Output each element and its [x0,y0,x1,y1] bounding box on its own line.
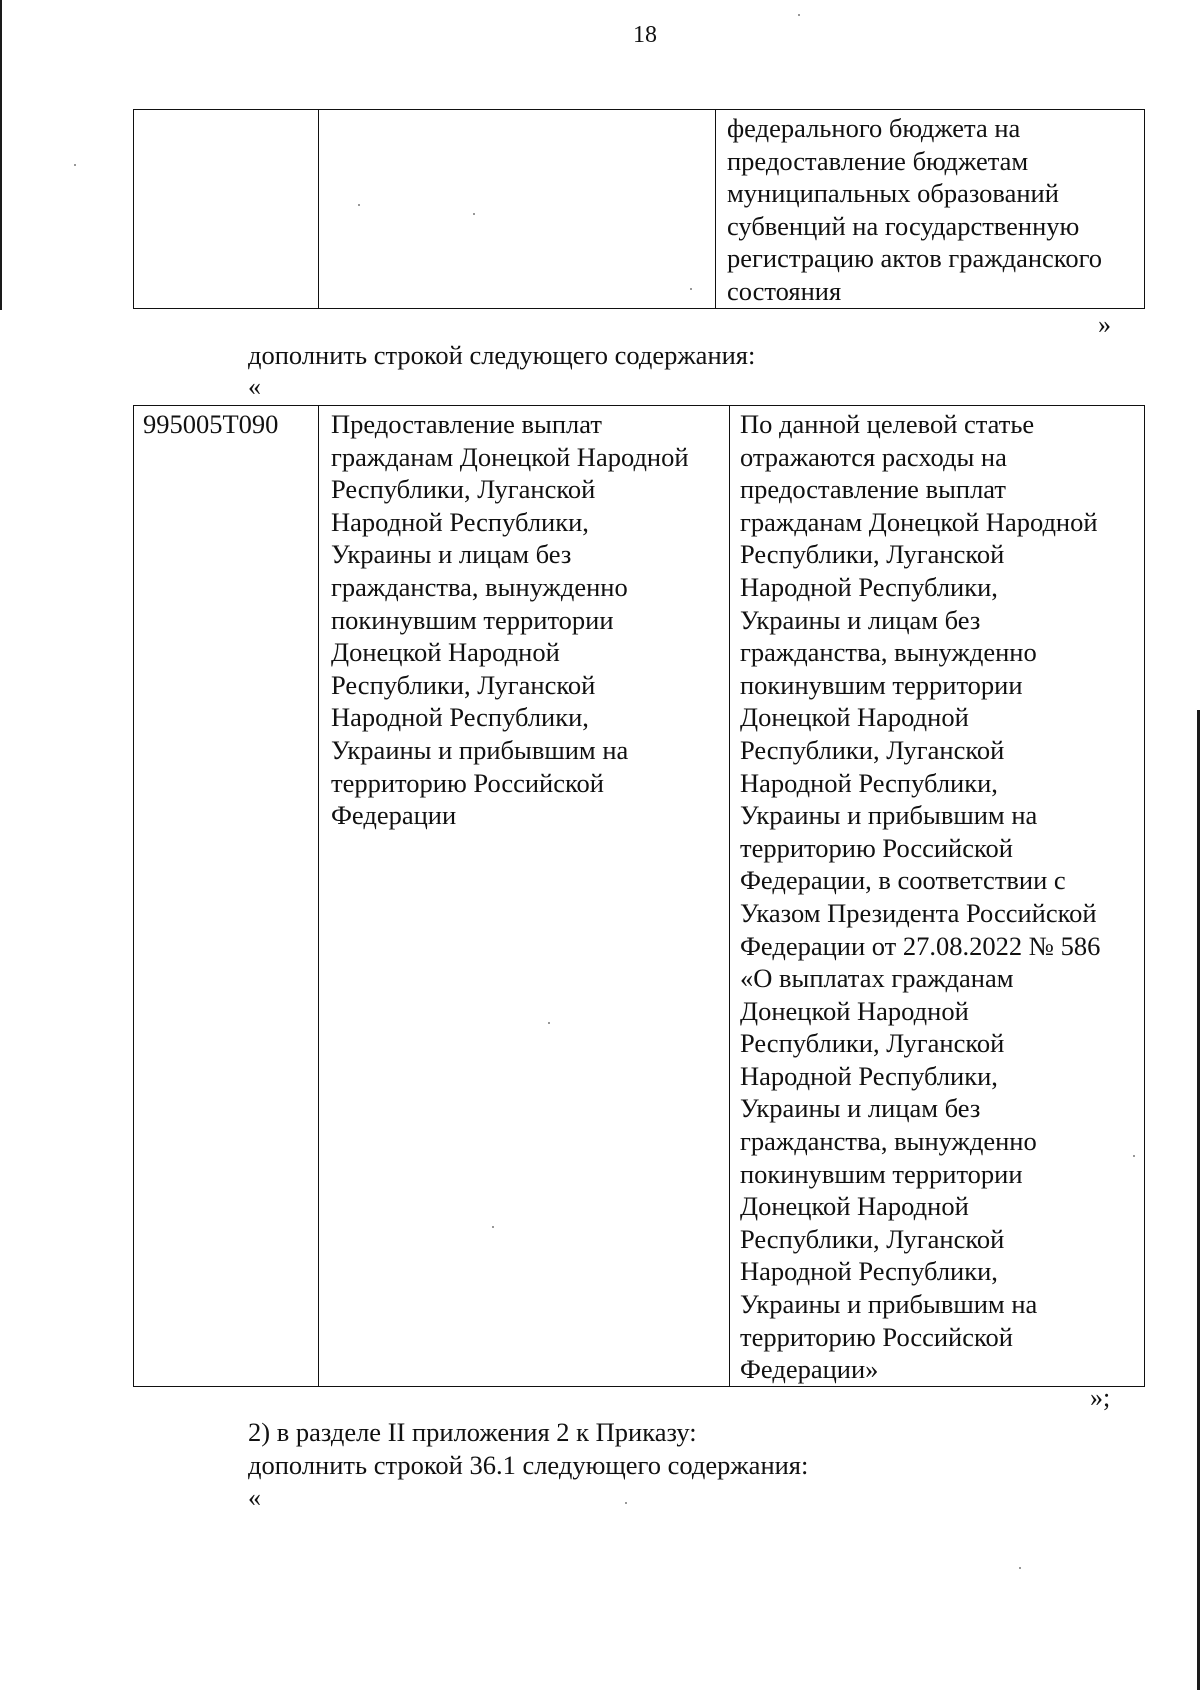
scan-speck [1019,1567,1021,1569]
scan-speck [473,213,475,215]
code-cell [134,406,319,1387]
description-cell: федерального бюджета на предоставление бюджетам муниципальных образований субвенций на государственную регистрацию актов гражданского состояния [716,110,1145,309]
closing-quote-main: »; [1090,1383,1111,1412]
table-row [134,110,1145,309]
scan-speck [548,1022,550,1024]
instruction-add-row-36-1: дополнить строкой 36.1 следующего содержания: [248,1450,809,1480]
name-cell: Предоставление выплат гражданам Донецкой Народной Республики, Луганской Народной Республики, Украины и лицам без гражданства, вынужденно покинувшим территории Донецкой Народной Республики, Луганской Народной Республики, Украины и прибывшим на территорию Российской Федерации [319,406,730,1387]
scan-speck [358,204,360,206]
instruction-add-row: дополнить строкой следующего содержания: [248,340,756,370]
table-row [134,406,1145,1387]
target-code: 995005Т090 [143,409,279,439]
closing-quote-top: » [1098,310,1111,339]
scan-speck [492,1226,494,1228]
scan-speck [74,164,76,166]
scan-speck [690,288,692,290]
instruction-section-ii: 2) в разделе II приложения 2 к Приказу: [248,1417,697,1447]
scan-speck [1133,1155,1135,1157]
code-cell [134,110,319,309]
name-cell [319,110,716,309]
opening-quote-2: « [248,1483,261,1512]
table-top-continuation [133,109,1145,309]
description-cell: По данной целевой статье отражаются расходы на предоставление выплат гражданам Донецкой Народной Республики, Луганской Народной Республики, Украины и лицам без гражданства, вынужденно покинувшим территории Донецкой Народной Республики, Луганской Народной Республики, Украины и прибывшим на территорию Российской Федерации, в соответствии с Указом Президента Российской Федерации от 27.08.2022 № 586 «О выплатах гражданам Донецкой Народной Республики, Луганской Народной Республики, Украины и лицам без гражданства, вынужденно покинувшим территории Донецкой Народной Республики, Луганской Народной Республики, Украины и прибывшим на территорию Российской Федерации» [730,406,1145,1387]
scan-speck [625,1502,627,1504]
opening-quote-1: « [248,372,261,401]
page-number: 18 [633,22,657,48]
table-inserted-row [133,405,1145,1387]
scan-speck [798,14,800,16]
